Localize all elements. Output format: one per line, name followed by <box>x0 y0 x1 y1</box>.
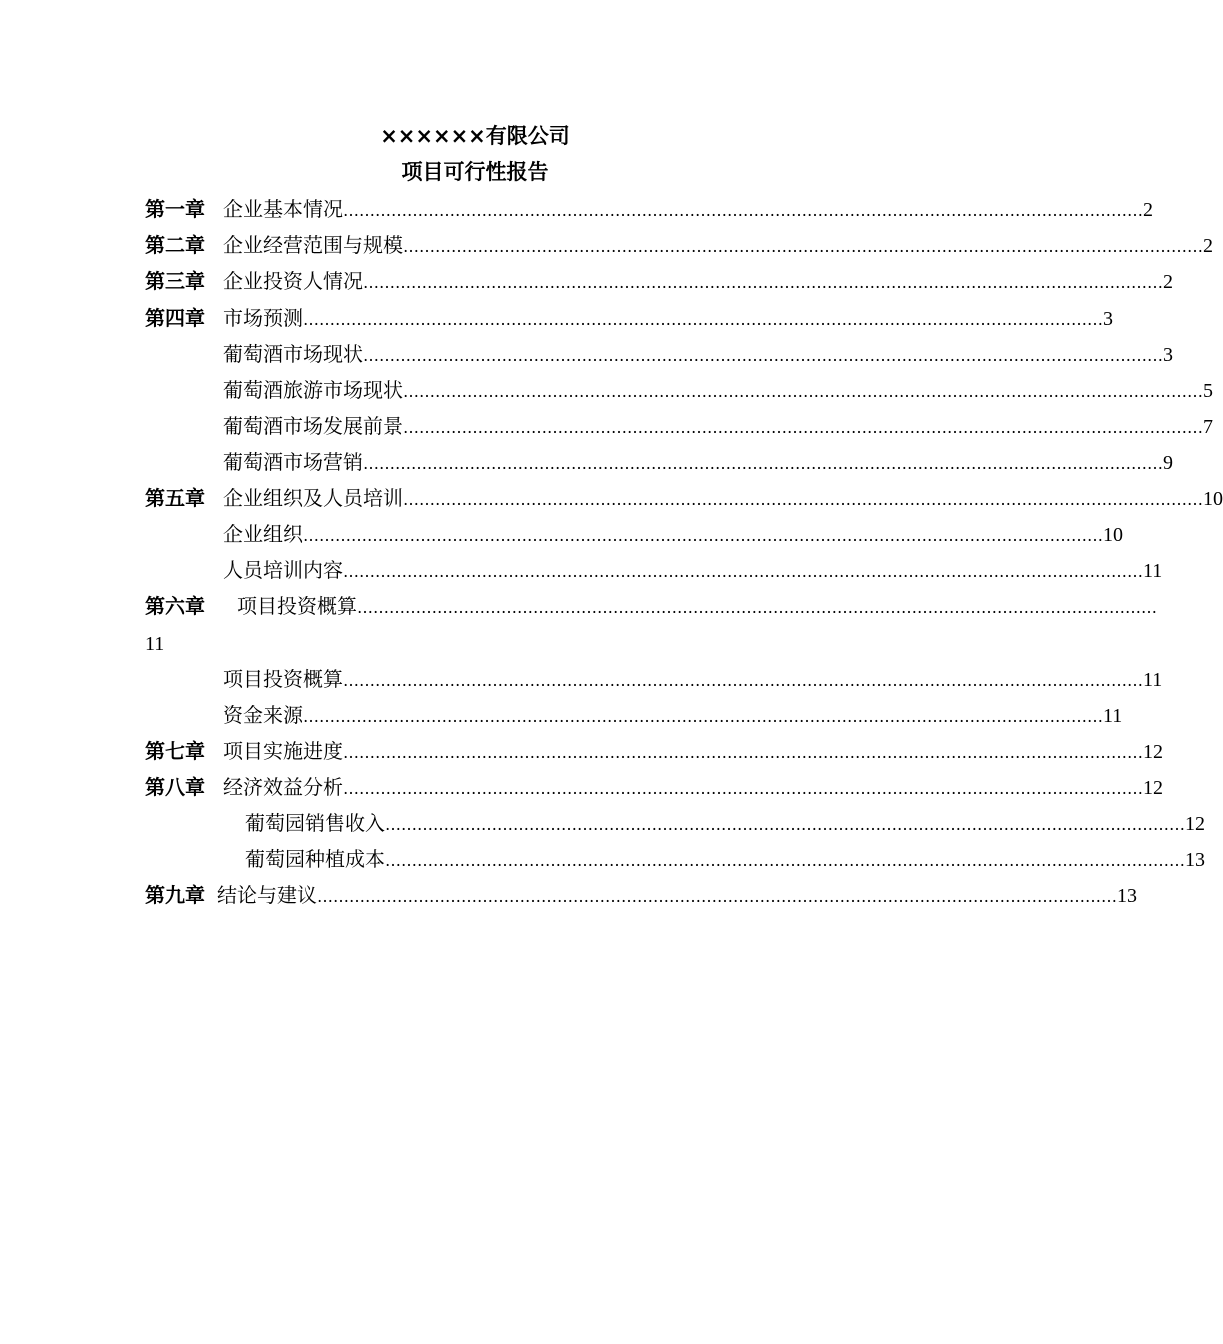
toc-entry-chapter-9[interactable] <box>145 882 1137 908</box>
toc-page-number: 5 <box>1203 380 1213 402</box>
toc-subentry[interactable] <box>245 846 1205 872</box>
toc-chapter-label: 第二章 <box>145 233 205 257</box>
toc-subentry[interactable] <box>223 377 1213 403</box>
toc-page-number: 11 <box>1143 669 1163 691</box>
toc-subentry[interactable] <box>223 702 1123 728</box>
toc-leader-dots: …………………………………………………………………………………………………………………………………… <box>363 454 1163 473</box>
toc-entry-text: 葡萄酒市场发展前景 <box>223 414 403 438</box>
toc-leader-dots: …………………………………………………………………………………………………………………………………… <box>343 743 1143 762</box>
toc-chapter-label: 第四章 <box>145 306 205 330</box>
toc-chapter-label: 第五章 <box>145 486 205 510</box>
toc-subentry[interactable] <box>223 521 1123 547</box>
toc-leader-dots: …………………………………………………………………………………………………………………………………… <box>363 273 1163 292</box>
toc-subentry[interactable] <box>223 557 1163 583</box>
toc-entry-text: 葡萄酒市场营销 <box>223 450 363 474</box>
toc-leader-dots: …………………………………………………………………………………………………………………………………… <box>403 418 1203 437</box>
toc-page-number: 2 <box>1163 271 1173 293</box>
toc-page-number: 11 <box>1103 705 1123 727</box>
toc-entry-text: 经济效益分析 <box>223 775 343 799</box>
toc-leader-dots: …………………………………………………………………………………………………………………………………… <box>403 490 1203 509</box>
toc-page-number: 13 <box>1117 885 1137 907</box>
toc-leader-dots: …………………………………………………………………………………………………………………………………… <box>363 346 1163 365</box>
toc-page-number: 12 <box>1185 813 1205 835</box>
toc-leader-dots: …………………………………………………………………………………………………………………………………… <box>403 382 1203 401</box>
toc-chapter-label: 第八章 <box>145 775 205 799</box>
toc-entry-text: 项目实施进度 <box>223 739 343 763</box>
toc-chapter-label: 第七章 <box>145 739 205 763</box>
toc-entry-text: 企业组织及人员培训 <box>223 486 403 510</box>
toc-leader-dots: …………………………………………………………………………………………………………………………………… <box>303 310 1103 329</box>
toc-entry-chapter-3[interactable] <box>145 268 1173 294</box>
toc-leader-dots: …………………………………………………………………………………………………………………………………… <box>343 201 1143 220</box>
toc-chapter-label: 第六章 <box>145 594 205 618</box>
toc-page-number: 11 <box>145 633 165 655</box>
toc-entry-chapter-5[interactable] <box>145 485 1223 511</box>
toc-entry-text: 结论与建议 <box>217 883 317 907</box>
toc-entry-text: 项目投资概算 <box>223 667 343 691</box>
toc-page-number: 3 <box>1163 344 1173 366</box>
toc-entry-text: 项目投资概算 <box>237 594 357 618</box>
toc-subentry[interactable] <box>245 810 1205 836</box>
toc-subentry[interactable] <box>223 341 1173 367</box>
toc-leader-dots: …………………………………………………………………………………………………………………………………… <box>403 237 1203 256</box>
toc-chapter-label: 第三章 <box>145 269 205 293</box>
toc-page-number: 7 <box>1203 416 1213 438</box>
toc-entry-text: 资金来源 <box>223 703 303 727</box>
toc-entry-chapter-2[interactable] <box>145 232 1213 258</box>
toc-entry-text: 葡萄酒旅游市场现状 <box>223 378 403 402</box>
toc-leader-dots: …………………………………………………………………………………………………………………………………… <box>303 526 1103 545</box>
toc-entry-text: 企业投资人情况 <box>223 269 363 293</box>
toc-chapter-label: 第一章 <box>145 197 205 221</box>
toc-page-number: 10 <box>1103 524 1123 546</box>
toc-entry-text: 企业经营范围与规模 <box>223 233 403 257</box>
toc-entry-text: 企业组织 <box>223 522 303 546</box>
toc-entry-text: 葡萄园销售收入 <box>245 811 385 835</box>
toc-entry-text: 葡萄酒市场现状 <box>223 342 363 366</box>
toc-page-number: 11 <box>1143 560 1163 582</box>
toc-page-number: 12 <box>1143 741 1163 763</box>
toc-leader-dots: …………………………………………………………………………………………………………………………………… <box>317 887 1117 906</box>
toc-entry-chapter-7[interactable] <box>145 738 1163 764</box>
toc-entry-chapter-4[interactable] <box>145 305 1113 331</box>
toc-leader-dots: …………………………………………………………………………………………………………………………………… <box>343 671 1143 690</box>
toc-leader-dots: …………………………………………………………………………………………………………………………………… <box>303 707 1103 726</box>
toc-page-number: 9 <box>1163 452 1173 474</box>
company-title: ××××××有限公司 <box>380 124 570 148</box>
toc-chapter-label: 第九章 <box>145 883 205 907</box>
report-title: 项目可行性报告 <box>401 160 549 184</box>
toc-leader-dots: …………………………………………………………………………………………………………………………………… <box>343 779 1143 798</box>
toc-page-number: 10 <box>1203 488 1223 510</box>
toc-entry-text: 葡萄园种植成本 <box>245 847 385 871</box>
toc-leader-dots: …………………………………………………………………………………………………………………………………… <box>343 562 1143 581</box>
toc-page-number: 2 <box>1143 199 1153 221</box>
toc-entry-text: 企业基本情况 <box>223 197 343 221</box>
toc-entry-chapter-6[interactable] <box>145 593 1157 619</box>
toc-entry-chapter-1[interactable] <box>145 196 1153 222</box>
toc-entry-text: 市场预测 <box>223 306 303 330</box>
toc-leader-dots: …………………………………………………………………………………………………………………………………… <box>385 815 1185 834</box>
toc-page-number: 13 <box>1185 849 1205 871</box>
toc-subentry[interactable] <box>223 413 1213 439</box>
toc-subentry[interactable] <box>223 666 1163 692</box>
toc-entry-text: 人员培训内容 <box>223 558 343 582</box>
toc-entry-chapter-8[interactable] <box>145 774 1163 800</box>
toc-page-number: 12 <box>1143 777 1163 799</box>
toc-leader-dots: …………………………………………………………………………………………………………………………………… <box>385 851 1185 870</box>
toc-leader-dots: …………………………………………………………………………………………………………………………………… <box>357 598 1157 617</box>
toc-subentry[interactable] <box>223 449 1173 475</box>
toc-page-number: 3 <box>1103 308 1113 330</box>
toc-page-number: 2 <box>1203 235 1213 257</box>
